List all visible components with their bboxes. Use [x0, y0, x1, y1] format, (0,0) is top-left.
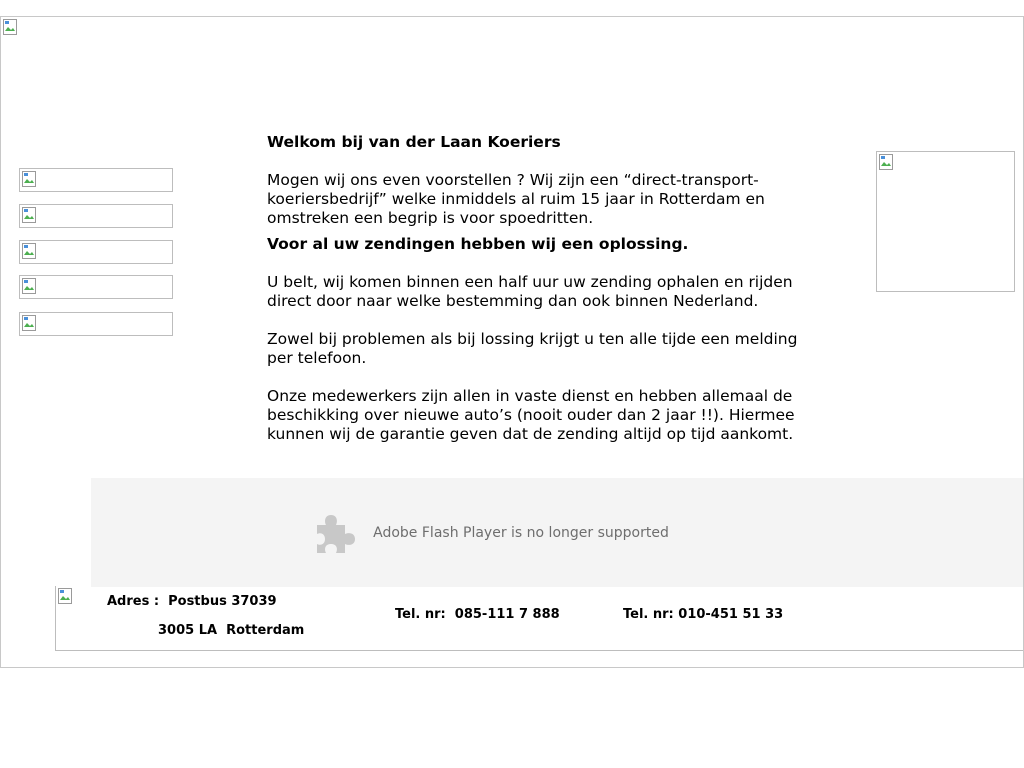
broken-image-icon: [58, 588, 74, 604]
side-image: [876, 151, 1015, 292]
nav-button-5[interactable]: [19, 312, 173, 336]
address-line-2: 3005 LA Rotterdam: [158, 623, 305, 638]
main-content: [267, 133, 827, 463]
broken-image-icon: [22, 207, 38, 223]
section-heading: Voor al uw zendingen hebben wij een oplossing.: [267, 235, 689, 253]
footer: [55, 586, 1024, 651]
header-image: [1, 17, 21, 37]
broken-image-icon: [22, 315, 38, 331]
nav-button-3[interactable]: [19, 240, 173, 264]
flash-placeholder[interactable]: [91, 478, 1024, 587]
paragraph-notification: Zowel bij problemen als bij lossing krijgt u ten alle tijde een melding per telefoon.: [267, 330, 798, 367]
puzzle-piece-icon: [313, 511, 359, 555]
page-frame: [0, 16, 1024, 668]
address-line-1: Adres : Postbus 37039: [107, 594, 277, 609]
page-title: Welkom bij van der Laan Koeriers: [267, 133, 561, 151]
broken-image-icon: [22, 171, 38, 187]
nav-button-2[interactable]: [19, 204, 173, 228]
nav-button-1[interactable]: [19, 168, 173, 192]
paragraph-pickup: U belt, wij komen binnen een half uur uw zending ophalen en rijden direct door naar welke bestemming dan ook binnen Nederland.: [267, 273, 793, 310]
broken-image-icon: [3, 19, 19, 35]
footer-logo: [56, 586, 78, 608]
broken-image-icon: [879, 154, 895, 170]
broken-image-icon: [22, 243, 38, 259]
nav-button-4[interactable]: [19, 275, 173, 299]
intro-paragraph: Mogen wij ons even voorstellen ? Wij zijn een “direct-transport-koeriersbedrijf” welke inmiddels al ruim 15 jaar in Rotterdam en omstreken een begrip is voor spoedritten.: [267, 171, 765, 227]
flash-message: Adobe Flash Player is no longer supported: [373, 524, 669, 541]
broken-image-icon: [22, 278, 38, 294]
phone-number-1: Tel. nr: 085-111 7 888: [395, 607, 560, 622]
paragraph-staff: Onze medewerkers zijn allen in vaste dienst en hebben allemaal de beschikking over nieuwe auto’s (nooit ouder dan 2 jaar !!). Hiermee kunnen wij de garantie geven dat de zending altijd op tijd aankomt.: [267, 387, 795, 443]
phone-number-2: Tel. nr: 010-451 51 33: [623, 607, 784, 622]
